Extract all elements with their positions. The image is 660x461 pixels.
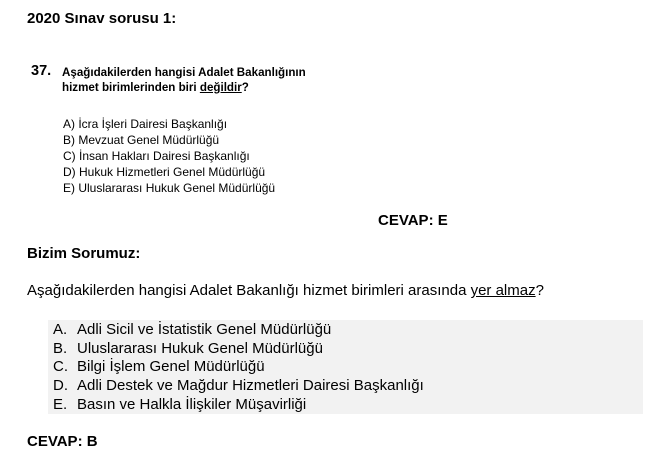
- exam-option-c: C) İnsan Hakları Dairesi Başkanlığı: [63, 149, 250, 164]
- question-number: 37.: [31, 63, 52, 79]
- choice-letter: C.: [53, 358, 68, 376]
- exam-question-text: [62, 65, 382, 95]
- our-question-stem: Aşağıdakilerden hangisi Adalet Bakanlığı hizmet birimleri arasında: [27, 282, 471, 299]
- exam-options-list: [63, 116, 275, 196]
- choice-d: [53, 377, 424, 396]
- our-question-heading: Bizim Sorumuz:: [27, 245, 141, 262]
- choice-letter: D.: [53, 377, 68, 395]
- choice-text: Uluslararası Hukuk Genel Müdürlüğü: [77, 339, 323, 357]
- choice-text: Adli Destek ve Mağdur Hizmetleri Dairesi Başkanlığı: [77, 377, 424, 395]
- choice-c: [53, 358, 424, 377]
- exam-answer: CEVAP: E: [378, 212, 448, 229]
- exam-option-e: E) Uluslararası Hukuk Genel Müdürlüğü: [63, 181, 276, 196]
- our-answer: CEVAP: B: [27, 433, 98, 450]
- choice-text: Bilgi İşlem Genel Müdürlüğü: [77, 358, 265, 376]
- choice-e: [53, 396, 424, 415]
- choice-a: [53, 321, 424, 340]
- exam-option-d: D) Hukuk Hizmetleri Genel Müdürlüğü: [63, 165, 266, 180]
- choice-letter: A.: [53, 321, 68, 338]
- exam-question-line1: Aşağıdakilerden hangisi Adalet Bakanlığının: [62, 66, 306, 79]
- exam-question-line2: hizmet birimlerinden biri: [62, 81, 200, 94]
- choice-text: Basın ve Halkla İlişkiler Müşavirliği: [77, 395, 307, 413]
- choice-letter: B.: [53, 339, 68, 357]
- our-question-mark: ?: [535, 282, 544, 299]
- choice-letter: E.: [53, 395, 68, 413]
- exam-option-b: B) Mevzuat Genel Müdürlüğü: [63, 133, 220, 148]
- page-title: 2020 Sınav sorusu 1:: [27, 10, 177, 27]
- exam-question-negation: değildir: [199, 81, 242, 94]
- choice-b: [53, 340, 424, 359]
- exam-option-a: A) İcra İşleri Dairesi Başkanlığı: [63, 117, 228, 131]
- exam-question-mark: ?: [241, 81, 249, 94]
- choice-text: Adli Sicil ve İstatistik Genel Müdürlüğü: [77, 321, 332, 338]
- our-choices-list: [53, 321, 424, 414]
- our-question-negation: yer almaz: [470, 282, 536, 299]
- our-question-text: [27, 282, 544, 299]
